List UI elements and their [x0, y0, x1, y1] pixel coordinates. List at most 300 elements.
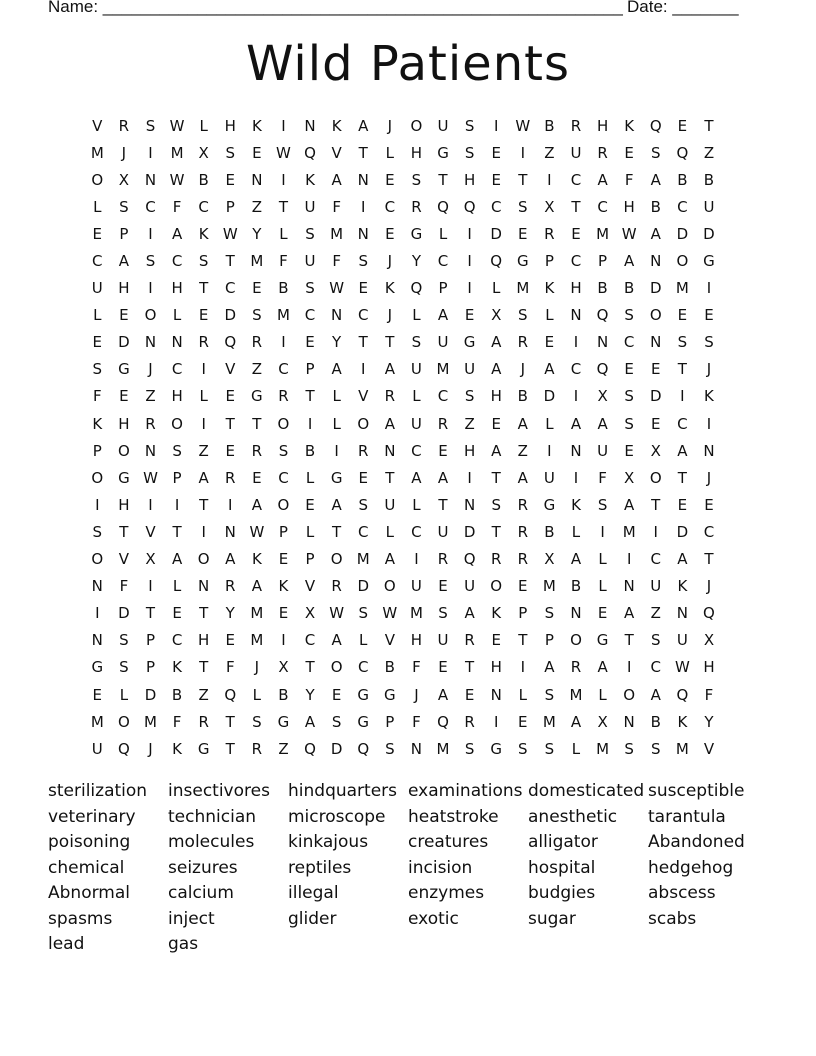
grid-letter: U [304, 197, 316, 216]
grid-letter: T [358, 143, 368, 162]
grid-letter: U [410, 414, 422, 433]
grid-letter: S [464, 143, 475, 162]
grid-letter: S [651, 739, 661, 758]
grid-letter: T [704, 550, 714, 569]
grid-letter: I [174, 495, 180, 514]
grid-letter: I [600, 522, 605, 541]
grid-letter: B [171, 685, 183, 704]
grid-letter: I [493, 712, 499, 731]
grid-letter: E [438, 577, 448, 596]
grid-letter: R [384, 387, 396, 406]
grid-letter: I [706, 279, 712, 298]
grid-letter: H [490, 658, 502, 677]
grid-letter: P [92, 441, 102, 460]
grid-letter: S [651, 631, 661, 650]
grid-letter: C [278, 468, 289, 487]
grid-letter: N [570, 604, 582, 623]
grid-letter: F [225, 658, 235, 677]
grid-letter: X [118, 170, 130, 189]
grid-letter: Q [357, 739, 370, 758]
grid-letter: M [569, 685, 583, 704]
grid-letter: M [250, 252, 264, 271]
grid-letter: J [706, 360, 712, 379]
grid-letter: T [465, 658, 475, 677]
grid-letter: I [680, 387, 685, 406]
grid-letter: Y [252, 224, 262, 243]
grid-letter: I [706, 414, 712, 433]
grid-letter: Q [649, 116, 662, 135]
grid-letter: Z [198, 685, 209, 704]
grid-letter: S [92, 522, 103, 541]
grid-letter: O [117, 712, 130, 731]
grid-letter: A [677, 550, 688, 569]
grid-letter: C [225, 279, 236, 298]
grid-letter: Z [544, 143, 555, 162]
grid-letter: S [491, 495, 501, 514]
grid-letter: B [650, 197, 661, 216]
grid-letter: L [305, 468, 315, 487]
grid-letter: S [624, 739, 634, 758]
grid-letter: P [145, 658, 155, 677]
grid-letter: C [357, 658, 369, 677]
grid-letter: N [331, 306, 343, 325]
grid-letter: M [516, 279, 530, 298]
grid-letter: C [171, 360, 183, 379]
grid-letter: W [382, 604, 398, 623]
grid-letter: S [438, 604, 448, 623]
grid-letter: O [144, 306, 157, 325]
grid-letter: I [547, 170, 552, 189]
grid-letter: M [356, 550, 370, 569]
grid-letter: K [172, 658, 182, 677]
word-list-item: sugar [528, 908, 576, 929]
grid-letter: G [118, 468, 130, 487]
grid-letter: F [172, 712, 182, 731]
grid-letter: O [490, 577, 503, 596]
grid-letter: G [330, 468, 343, 487]
grid-letter: B [650, 712, 661, 731]
grid-letter: F [172, 197, 182, 216]
grid-letter: S [119, 631, 129, 650]
grid-letter: U [650, 577, 662, 596]
grid-letter: S [464, 387, 475, 406]
grid-letter: H [463, 170, 476, 189]
grid-letter: A [198, 468, 209, 487]
grid-letter: S [544, 604, 555, 623]
grid-letter: R [251, 441, 263, 460]
grid-letter: P [225, 197, 235, 216]
grid-letter: K [172, 739, 182, 758]
grid-letter: P [305, 360, 315, 379]
grid-letter: S [544, 685, 555, 704]
grid-letter: I [95, 495, 100, 514]
grid-letter: N [144, 170, 157, 189]
grid-letter: N [650, 333, 662, 352]
grid-letter: E [597, 604, 608, 623]
grid-letter: C [171, 252, 183, 271]
grid-letter: O [410, 116, 423, 135]
grid-letter: T [199, 658, 209, 677]
grid-letter: R [437, 550, 449, 569]
grid-letter: A [570, 712, 582, 731]
grid-letter: P [278, 522, 288, 541]
word-list-item: technician [168, 806, 257, 827]
grid-letter: E [385, 170, 395, 189]
grid-letter: H [570, 279, 582, 298]
grid-letter: I [493, 116, 499, 135]
grid-letter: R [490, 550, 502, 569]
grid-letter: D [649, 387, 662, 406]
grid-letter: R [517, 550, 529, 569]
grid-letter: A [624, 495, 635, 514]
grid-letter: T [145, 604, 156, 623]
grid-letter: T [624, 631, 634, 650]
grid-letter: E [358, 279, 368, 298]
grid-letter: C [92, 252, 103, 271]
grid-letter: T [252, 414, 262, 433]
grid-letter: V [384, 631, 395, 650]
grid-letter: Z [251, 197, 262, 216]
grid-letter: Q [463, 550, 476, 569]
grid-letter: E [704, 495, 714, 514]
word-list-item: chemical [48, 857, 125, 878]
grid-letter: I [281, 116, 286, 135]
grid-letter: C [278, 360, 289, 379]
grid-letter: X [278, 658, 289, 677]
grid-letter: O [330, 550, 343, 569]
word-list-item: reptiles [288, 857, 352, 878]
grid-letter: Y [332, 333, 342, 352]
grid-letter: F [332, 252, 341, 271]
grid-letter: U [597, 441, 609, 460]
grid-letter: V [145, 522, 156, 541]
grid-letter: H [596, 116, 609, 135]
grid-letter: I [361, 360, 366, 379]
grid-letter: W [674, 658, 690, 677]
grid-letter: V [225, 360, 236, 379]
grid-letter: M [90, 712, 104, 731]
grid-letter: O [676, 252, 689, 271]
grid-letter: M [144, 712, 157, 731]
grid-letter: E [358, 468, 368, 487]
grid-letter: L [412, 387, 421, 406]
grid-letter: S [172, 441, 182, 460]
grid-letter: O [91, 170, 104, 189]
grid-letter: F [332, 197, 341, 216]
grid-letter: G [277, 712, 290, 731]
grid-letter: Q [117, 739, 130, 758]
grid-letter: E [518, 224, 528, 243]
grid-letter: S [624, 306, 634, 325]
grid-letter: T [225, 712, 235, 731]
grid-letter: A [411, 468, 422, 487]
grid-letter: E [92, 685, 103, 704]
grid-letter: E [305, 495, 315, 514]
grid-letter: G [251, 387, 263, 406]
grid-letter: W [143, 468, 158, 487]
grid-letter: N [171, 333, 183, 352]
grid-letter: I [520, 658, 526, 677]
grid-letter: U [437, 333, 449, 352]
grid-letter: K [544, 279, 555, 298]
grid-letter: T [385, 468, 395, 487]
grid-letter: T [651, 495, 661, 514]
grid-letter: D [676, 224, 689, 243]
grid-letter: J [254, 658, 260, 677]
grid-letter: W [222, 224, 238, 243]
grid-letter: I [414, 550, 419, 569]
grid-letter: L [172, 577, 182, 596]
grid-letter: E [225, 170, 235, 189]
grid-letter: T [278, 197, 289, 216]
grid-letter: Q [437, 197, 449, 216]
grid-letter: I [573, 333, 579, 352]
grid-letter: U [437, 631, 449, 650]
grid-letter: I [148, 224, 153, 243]
grid-letter: C [490, 197, 502, 216]
grid-letter: G [410, 224, 423, 243]
grid-letter: W [329, 279, 345, 298]
word-list-item: incision [408, 857, 473, 878]
grid-letter: I [361, 197, 366, 216]
grid-letter: S [624, 387, 634, 406]
grid-letter: I [467, 224, 472, 243]
grid-letter: M [436, 739, 450, 758]
grid-letter: A [384, 360, 395, 379]
grid-letter: U [91, 739, 103, 758]
grid-letter: C [703, 522, 715, 541]
grid-letter: N [676, 604, 688, 623]
grid-letter: C [650, 658, 661, 677]
word-list-item: veterinary [48, 806, 136, 827]
grid-letter: U [91, 279, 103, 298]
grid-letter: L [332, 414, 341, 433]
grid-letter: L [93, 306, 102, 325]
grid-letter: D [118, 333, 130, 352]
grid-letter: G [463, 333, 476, 352]
grid-letter: D [703, 224, 715, 243]
grid-letter: E [225, 387, 235, 406]
word-list-item: hindquarters [288, 781, 398, 801]
grid-letter: R [517, 333, 529, 352]
grid-letter: T [438, 170, 448, 189]
grid-letter: E [385, 224, 395, 243]
grid-letter: L [438, 224, 448, 243]
grid-letter: A [597, 170, 608, 189]
grid-letter: T [119, 522, 129, 541]
grid-letter: A [358, 116, 369, 135]
grid-letter: E [491, 170, 501, 189]
grid-letter: C [145, 197, 156, 216]
grid-letter: B [597, 279, 608, 298]
grid-letter: L [385, 522, 394, 541]
grid-letter: T [332, 522, 342, 541]
word-list-item: spasms [48, 908, 113, 929]
grid-letter: R [331, 577, 342, 596]
grid-letter: E [119, 387, 129, 406]
grid-letter: F [598, 468, 607, 487]
header [48, 0, 748, 20]
word-list-item: abscess [648, 883, 716, 903]
grid-letter: R [464, 631, 475, 650]
grid-letter: A [304, 712, 316, 731]
grid-letter: L [385, 143, 394, 162]
grid-letter: I [307, 414, 313, 433]
grid-letter: C [411, 522, 422, 541]
grid-letter: O [649, 306, 662, 325]
grid-letter: A [331, 170, 342, 189]
grid-letter: S [704, 333, 714, 352]
grid-letter: E [119, 306, 129, 325]
grid-letter: Y [411, 252, 421, 271]
grid-letter: E [438, 658, 448, 677]
grid-letter: U [464, 360, 476, 379]
grid-letter: A [517, 414, 528, 433]
grid-letter: K [704, 387, 714, 406]
grid-letter: K [624, 116, 635, 135]
grid-letter: K [384, 279, 395, 298]
grid-letter: H [463, 441, 476, 460]
grid-letter: D [330, 739, 343, 758]
grid-letter: Z [198, 441, 209, 460]
grid-letter: E [677, 306, 688, 325]
grid-letter: X [597, 712, 608, 731]
grid-letter: W [249, 522, 265, 541]
grid-letter: L [93, 197, 102, 216]
name-field[interactable]: Name: _______________________________________________________ [48, 0, 623, 16]
word-list-item: glider [288, 908, 337, 929]
grid-letter: A [437, 468, 449, 487]
grid-letter: O [357, 414, 370, 433]
grid-letter: E [704, 306, 714, 325]
grid-letter: M [675, 279, 689, 298]
grid-letter: I [281, 631, 286, 650]
grid-letter: H [171, 387, 183, 406]
grid-letter: A [491, 333, 502, 352]
grid-letter: R [517, 495, 529, 514]
grid-letter: C [384, 197, 396, 216]
grid-letter: G [516, 252, 529, 271]
grid-letter: S [305, 279, 315, 298]
grid-letter: S [518, 197, 528, 216]
word-list-item: budgies [528, 883, 596, 903]
grid-letter: J [121, 143, 127, 162]
grid-letter: L [199, 116, 208, 135]
grid-letter: O [117, 441, 130, 460]
grid-letter: I [467, 279, 472, 298]
grid-letter: B [278, 279, 289, 298]
grid-letter: H [623, 197, 635, 216]
grid-letter: I [520, 143, 526, 162]
grid-letter: R [570, 658, 582, 677]
grid-letter: M [542, 577, 556, 596]
grid-letter: K [198, 224, 209, 243]
grid-letter: E [252, 143, 262, 162]
grid-letter: Q [463, 197, 476, 216]
grid-letter: S [597, 495, 608, 514]
grid-letter: P [544, 631, 554, 650]
grid-letter: G [490, 739, 503, 758]
grid-letter: N [251, 170, 263, 189]
grid-letter: I [653, 522, 658, 541]
word-list-item: enzymes [408, 883, 485, 903]
grid-letter: P [172, 468, 182, 487]
grid-letter: O [383, 577, 396, 596]
grid-letter: N [144, 333, 157, 352]
grid-letter: H [171, 279, 183, 298]
grid-letter: I [148, 577, 153, 596]
grid-letter: D [144, 685, 157, 704]
grid-letter: A [650, 224, 661, 243]
grid-letter: S [411, 333, 422, 352]
grid-letter: I [626, 658, 632, 677]
grid-letter: N [144, 441, 157, 460]
grid-letter: N [650, 252, 662, 271]
grid-letter: E [198, 306, 209, 325]
grid-letter: B [304, 441, 316, 460]
grid-letter: Q [490, 252, 503, 271]
word-list-item: hedgehog [648, 857, 734, 878]
grid-letter: E [225, 631, 235, 650]
word-list-item: exotic [408, 908, 459, 929]
grid-letter: N [91, 631, 103, 650]
grid-letter: H [198, 631, 210, 650]
grid-letter: V [304, 577, 316, 596]
word-list-item: heatstroke [408, 806, 499, 827]
grid-letter: C [411, 441, 422, 460]
date-field[interactable]: Date: _______ [627, 0, 739, 16]
grid-letter: B [570, 577, 582, 596]
grid-letter: D [543, 387, 556, 406]
grid-letter: N [596, 333, 609, 352]
grid-letter: C [304, 306, 316, 325]
grid-letter: T [491, 522, 501, 541]
grid-letter: O [649, 468, 662, 487]
grid-letter: S [411, 170, 422, 189]
grid-letter: V [331, 143, 342, 162]
grid-letter: D [649, 279, 662, 298]
grid-letter: J [387, 306, 393, 325]
grid-letter: H [410, 143, 423, 162]
grid-letter: N [570, 306, 582, 325]
grid-letter: Z [517, 441, 528, 460]
grid-letter: L [598, 685, 607, 704]
grid-letter: D [118, 604, 130, 623]
word-list-item: molecules [168, 832, 255, 852]
grid-letter: T [704, 116, 714, 135]
grid-letter: U [703, 197, 715, 216]
grid-letter: O [197, 550, 210, 569]
grid-letter: S [92, 360, 103, 379]
grid-letter: I [573, 387, 579, 406]
grid-letter: O [171, 414, 183, 433]
grid-letter: S [358, 604, 368, 623]
grid-letter: S [358, 252, 368, 271]
grid-letter: H [490, 387, 502, 406]
grid-letter: U [437, 116, 449, 135]
grid-letter: C [357, 306, 369, 325]
grid-letter: K [251, 116, 262, 135]
grid-letter: K [251, 550, 262, 569]
grid-letter: E [92, 224, 103, 243]
grid-letter: A [384, 550, 395, 569]
grid-letter: H [118, 279, 130, 298]
grid-letter: N [410, 739, 423, 758]
grid-letter: O [623, 685, 636, 704]
grid-letter: Q [224, 685, 237, 704]
grid-letter: X [597, 387, 608, 406]
grid-letter: W [515, 116, 531, 135]
